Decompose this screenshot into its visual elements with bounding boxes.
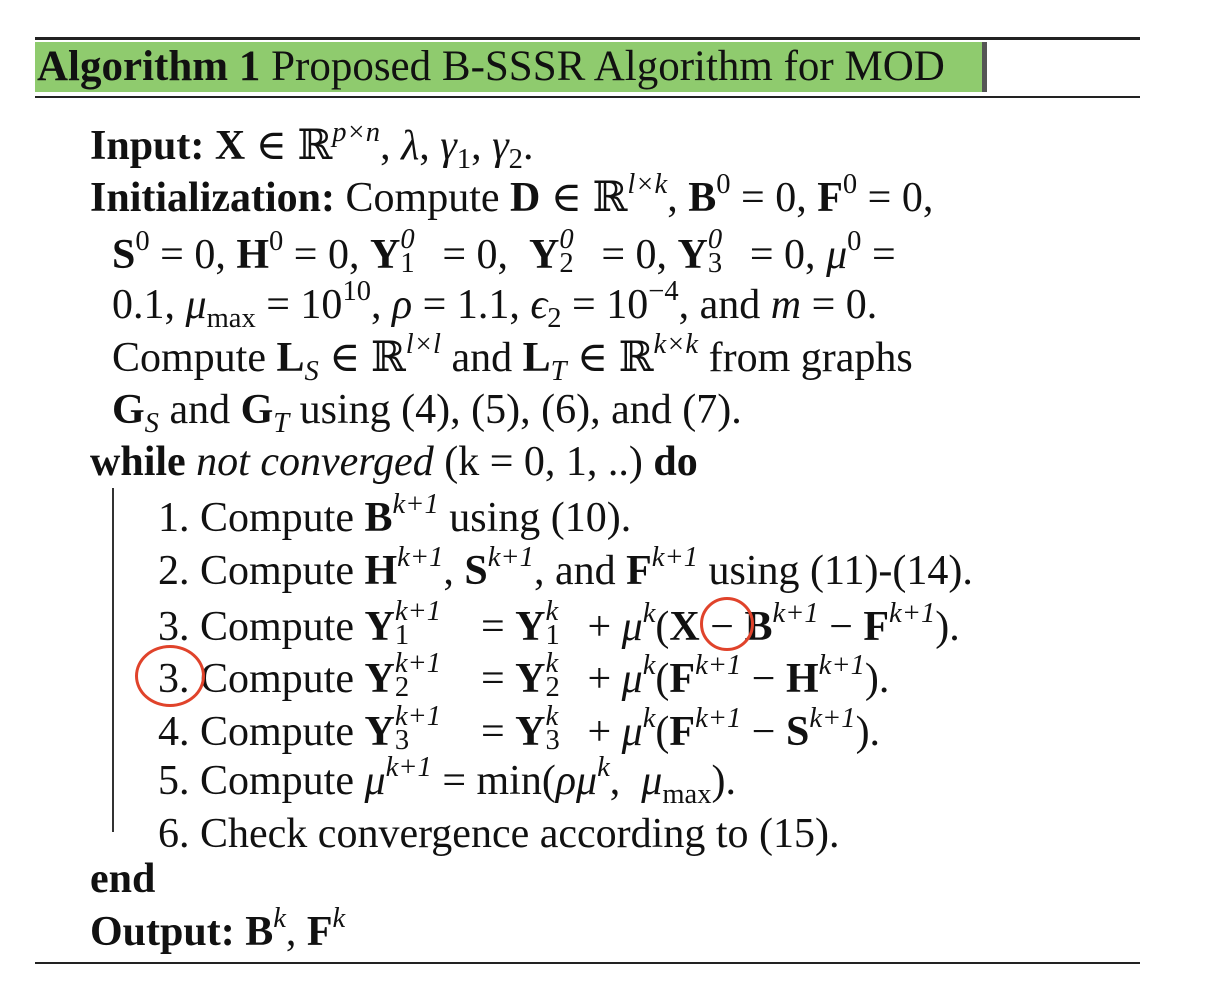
step-number: 5. — [158, 758, 190, 804]
step-suffix: using (10). — [449, 495, 632, 541]
step-1 — [158, 489, 632, 544]
init-and: and — [451, 335, 513, 381]
step-number: 1. — [158, 495, 190, 541]
step-math: $H^{k+1}$, $S^{k+1}$ — [364, 542, 534, 594]
do-keyword: do — [653, 439, 698, 485]
input-line — [90, 117, 534, 176]
init-math-3: 0.1, $\mu_{max} = 10^{10}$, ρ = 1.1, $\epsilon_2 = 10^{-4}$ — [112, 276, 679, 335]
output-keyword: Output: — [90, 909, 235, 955]
while-line — [90, 436, 698, 488]
loop-body-bar — [112, 488, 114, 832]
init-math-LS: $L_S$ ∈ ℝ$^{l\times l}$ — [276, 329, 441, 388]
init-math-LT: $L_T$ ∈ ℝ$^{k\times k}$ — [522, 329, 699, 388]
init-from-graphs: from graphs — [708, 335, 913, 381]
step-5 — [158, 752, 736, 811]
step-2 — [158, 542, 973, 597]
step-compute: Compute — [200, 709, 354, 755]
init-compute-word: Compute — [345, 175, 500, 221]
while-range: (k = 0, 1, ..) — [444, 439, 643, 485]
algorithm-label: Algorithm 1 — [37, 43, 261, 90]
init-math-GT: $G_T$ — [240, 387, 290, 440]
step-math: Y k+1 1 = Y k 1 + $\mu^k(X - B^{k+1} - F^{k+1})$. — [364, 596, 960, 651]
header-rule — [35, 96, 1140, 98]
init-math-2: $S^0 = 0$, $H^0 = 0$, Y 0 1 = 0, Y 0 2 = 0, Y 0 3 = 0, $\mu^0$ = — [112, 224, 896, 279]
annotation-circle-step-number — [135, 645, 205, 707]
while-keyword: while — [90, 439, 186, 485]
step-math: $\mu^{k+1} = \min(\rho\mu^k$, $\mu_{max}$). — [364, 752, 736, 811]
output-math: $B^k$, $F^k$ — [245, 903, 346, 955]
step-number: 3. — [158, 604, 190, 650]
init-using: using (4), (5), (6), and (7). — [299, 387, 742, 433]
step-3b — [158, 650, 889, 705]
init-and-m: , and — [678, 282, 761, 328]
init-and-2: and — [169, 387, 231, 433]
step-math-2: $F^{k+1}$ — [626, 542, 698, 594]
step-compute: Compute — [200, 495, 354, 541]
step-4 — [158, 703, 880, 758]
init-line-2 — [112, 226, 896, 281]
end-line: end — [90, 856, 156, 902]
step-compute: Compute — [200, 758, 354, 804]
init-line-4 — [112, 329, 913, 388]
init-line-5 — [112, 384, 742, 440]
annotation-circle-x — [700, 597, 754, 651]
step-number: 6. — [158, 811, 190, 857]
step-3a — [158, 598, 960, 653]
step-compute: Compute — [200, 548, 354, 594]
init-line-1 — [90, 169, 934, 224]
step-suffix: using (11)-(14). — [708, 548, 973, 594]
step-mid: , and — [533, 548, 616, 594]
step-compute: Compute — [200, 656, 354, 702]
init-keyword: Initialization: — [90, 175, 336, 221]
init-line-3 — [112, 276, 878, 335]
init-math-m: m = 0. — [770, 282, 878, 328]
step-text: Check convergence according to (15). — [200, 811, 840, 857]
init-math-1: D ∈ ℝ$^{l\times k}$, $B^0 = 0$, $F^0 = 0$, — [510, 169, 934, 221]
step-math: $B^{k+1}$ — [364, 489, 439, 541]
step-number: 2. — [158, 548, 190, 594]
step-math: Y k+1 2 = Y k 2 + $\mu^k(F^{k+1} - H^{k+1})$. — [364, 648, 890, 703]
algorithm-header — [35, 42, 987, 92]
input-keyword: Input: — [90, 123, 205, 169]
step-math: Y k+1 3 = Y k 3 + $\mu^k(F^{k+1} - S^{k+1})$. — [364, 701, 881, 756]
top-rule — [35, 37, 1140, 40]
step-number: 3. — [158, 656, 190, 702]
init-math-GS: $G_S$ — [112, 387, 159, 440]
while-condition: not converged — [196, 439, 434, 485]
bottom-rule — [35, 962, 1140, 964]
step-number: 4. — [158, 709, 190, 755]
algorithm-title: Proposed B-SSSR Algorithm for MOD — [271, 43, 945, 90]
step-compute: Compute — [200, 604, 354, 650]
input-math: X ∈ ℝ$^{p\times n}$, λ, $\gamma_1$, $\gamma_2$. — [214, 117, 534, 176]
output-line — [90, 903, 346, 958]
init-compute-L: Compute — [112, 335, 266, 381]
step-6 — [158, 808, 839, 860]
